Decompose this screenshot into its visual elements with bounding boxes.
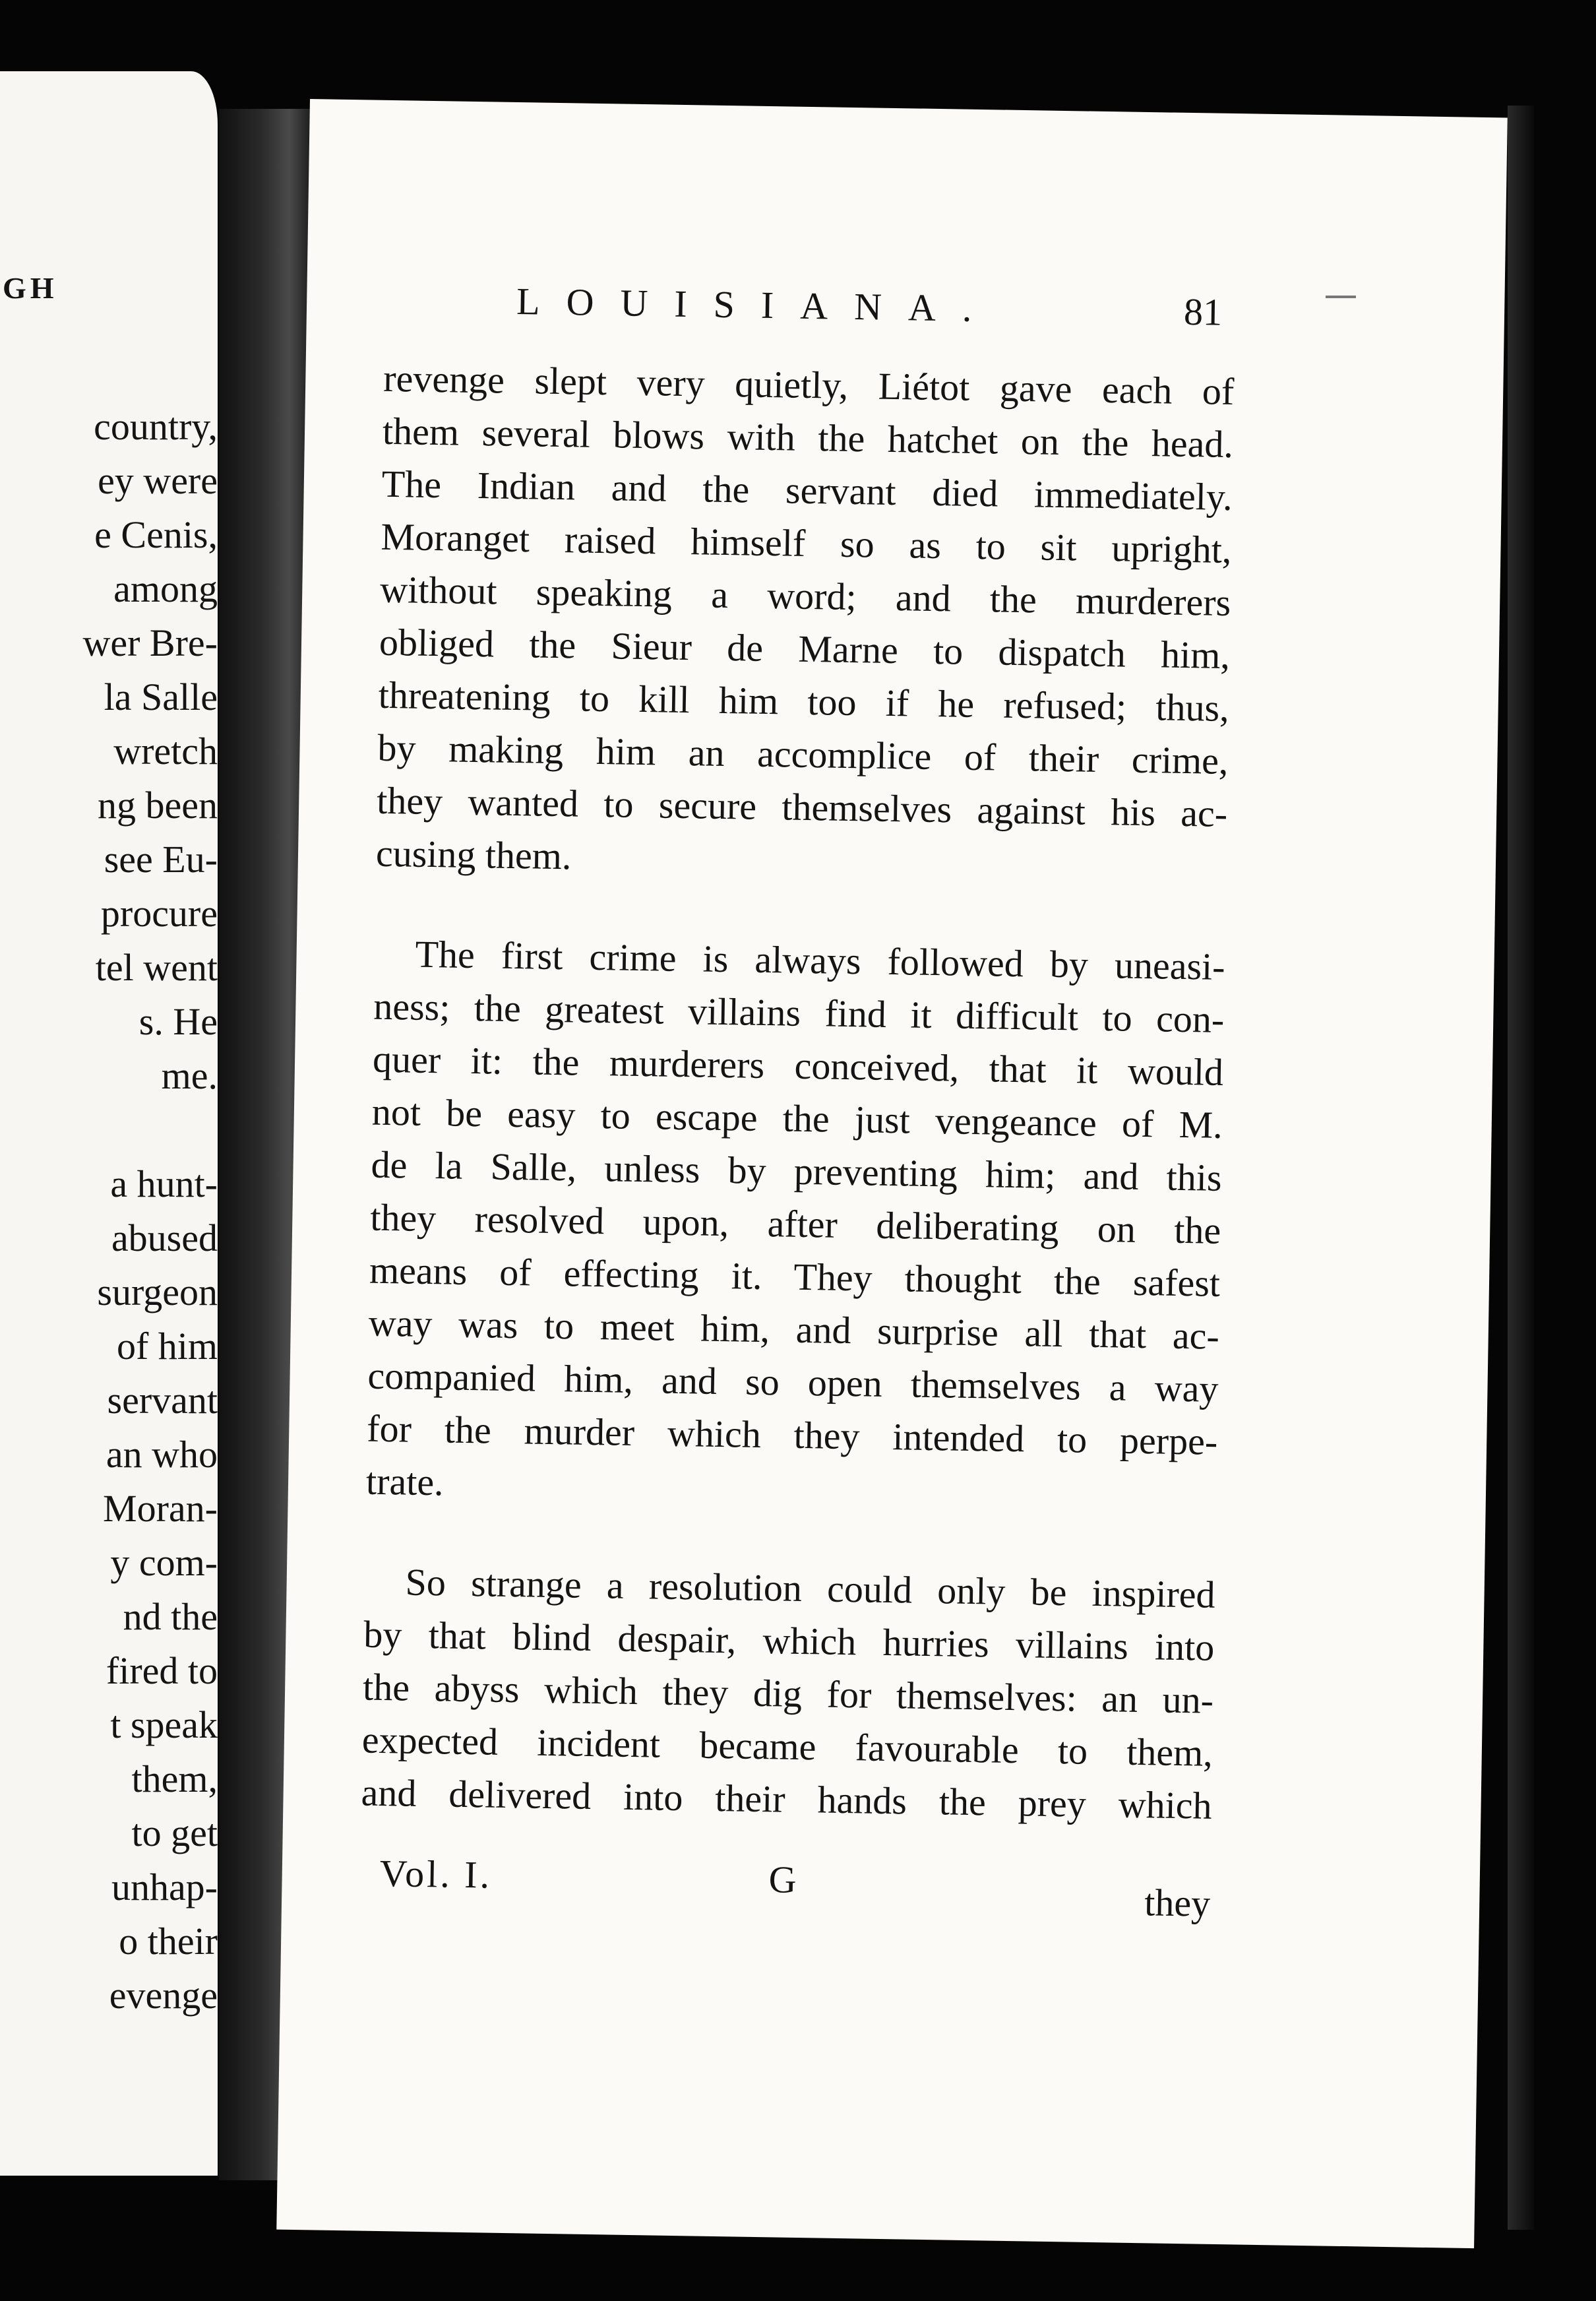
left-page-line: s. He	[138, 1000, 218, 1043]
body-text	[361, 352, 1235, 1833]
text-line: obliged the Sieur de Marne to dispatch him,	[379, 620, 1231, 678]
left-page-line: an who	[106, 1433, 218, 1476]
text-line: Moranget raised himself so as to sit upright,	[381, 515, 1232, 572]
text-line: ness; the greatest villains find it difficult to con-	[373, 984, 1225, 1041]
left-page-line: them,	[131, 1757, 218, 1800]
text-line: means of effecting it. They thought the safest	[369, 1248, 1221, 1305]
left-page-line: country,	[94, 405, 218, 448]
left-page-line: ng been	[98, 784, 218, 827]
text-line: not be easy to escape the just vengeance of M.	[371, 1090, 1223, 1147]
left-page-line: o their	[119, 1920, 218, 1963]
left-page	[0, 71, 218, 2176]
text-line: and delivered into their hands the prey which	[361, 1771, 1213, 1827]
page-footer	[359, 1851, 1211, 1925]
left-page-line: la Salle	[104, 676, 218, 718]
text-line: So strange a resolution could only be inspired	[405, 1560, 1216, 1616]
left-page-line: of him	[116, 1325, 218, 1368]
text-line: expected incident became favourable to them,	[361, 1718, 1213, 1775]
left-page-line: evenge	[109, 1974, 218, 2017]
left-page-line: t speak	[110, 1703, 218, 1746]
left-page-line: fired to	[106, 1649, 218, 1692]
text-line: they resolved upon, after deliberating on the	[369, 1195, 1221, 1252]
left-page-line: wer Bre-	[82, 621, 218, 664]
text-line: way was to meet him, and surprise all that ac-	[368, 1301, 1220, 1358]
text-line: they wanted to secure themselves against his ac-	[376, 778, 1228, 835]
page-edge-shadow	[1508, 106, 1534, 2230]
text-line: for the murder which they intended to perpe-	[366, 1406, 1218, 1463]
left-page-line: tel went	[95, 946, 218, 989]
left-page-line: nd the	[123, 1595, 218, 1638]
left-page-line: abused	[111, 1216, 218, 1259]
left-page-line: among	[113, 567, 218, 610]
text-line: companied him, and so open themselves a way	[367, 1354, 1219, 1410]
left-page-line: Moran-	[103, 1487, 218, 1530]
text-line: threatening to kill him too if he refused; thus,	[378, 673, 1230, 730]
text-line: them several blows with the hatchet on the head.	[382, 409, 1234, 466]
text-line: The first crime is always followed by uneasi-	[415, 932, 1226, 988]
left-page-header: GH	[3, 271, 58, 305]
left-page-line: e Cenis,	[94, 513, 218, 556]
text-line: by that blind despair, which hurries villains into	[363, 1612, 1215, 1669]
running-head: LOUISIANA.	[516, 279, 998, 331]
catchword: they	[1144, 1881, 1211, 1925]
text-line: by making him an accomplice of their crime,	[377, 726, 1229, 782]
left-page-line: me.	[161, 1054, 218, 1097]
text-line: cusing them.	[375, 831, 572, 878]
left-page-line: y com-	[110, 1541, 218, 1584]
volume-label: Vol. I.	[379, 1851, 493, 1897]
left-page-line: to get	[131, 1812, 218, 1854]
left-page-line: servant	[107, 1379, 218, 1422]
left-page-line: wretch	[113, 730, 218, 772]
text-line: without speaking a word; and the murderers	[379, 567, 1231, 625]
text-line: The Indian and the servant died immediately.	[381, 462, 1233, 519]
text-line: quer it: the murderers conceived, that it would	[372, 1037, 1224, 1094]
text-line: de la Salle, unless by preventing him; and this	[371, 1143, 1222, 1199]
left-page-line: a hunt-	[110, 1162, 218, 1205]
signature-mark: G	[768, 1858, 797, 1901]
text-line: trate.	[365, 1459, 445, 1504]
page-number: 81	[1183, 290, 1223, 334]
left-page-line: surgeon	[97, 1271, 218, 1313]
left-page-line: unhap-	[111, 1866, 218, 1908]
text-line: revenge slept very quietly, Liétot gave each of	[383, 356, 1235, 414]
left-page-line: see Eu-	[104, 838, 218, 881]
right-page	[276, 99, 1508, 2248]
margin-dash	[1326, 296, 1356, 298]
left-page-line: procure	[100, 892, 218, 935]
text-line: the abyss which they dig for themselves: an un-	[362, 1665, 1214, 1722]
left-page-line: ey were	[98, 459, 218, 502]
